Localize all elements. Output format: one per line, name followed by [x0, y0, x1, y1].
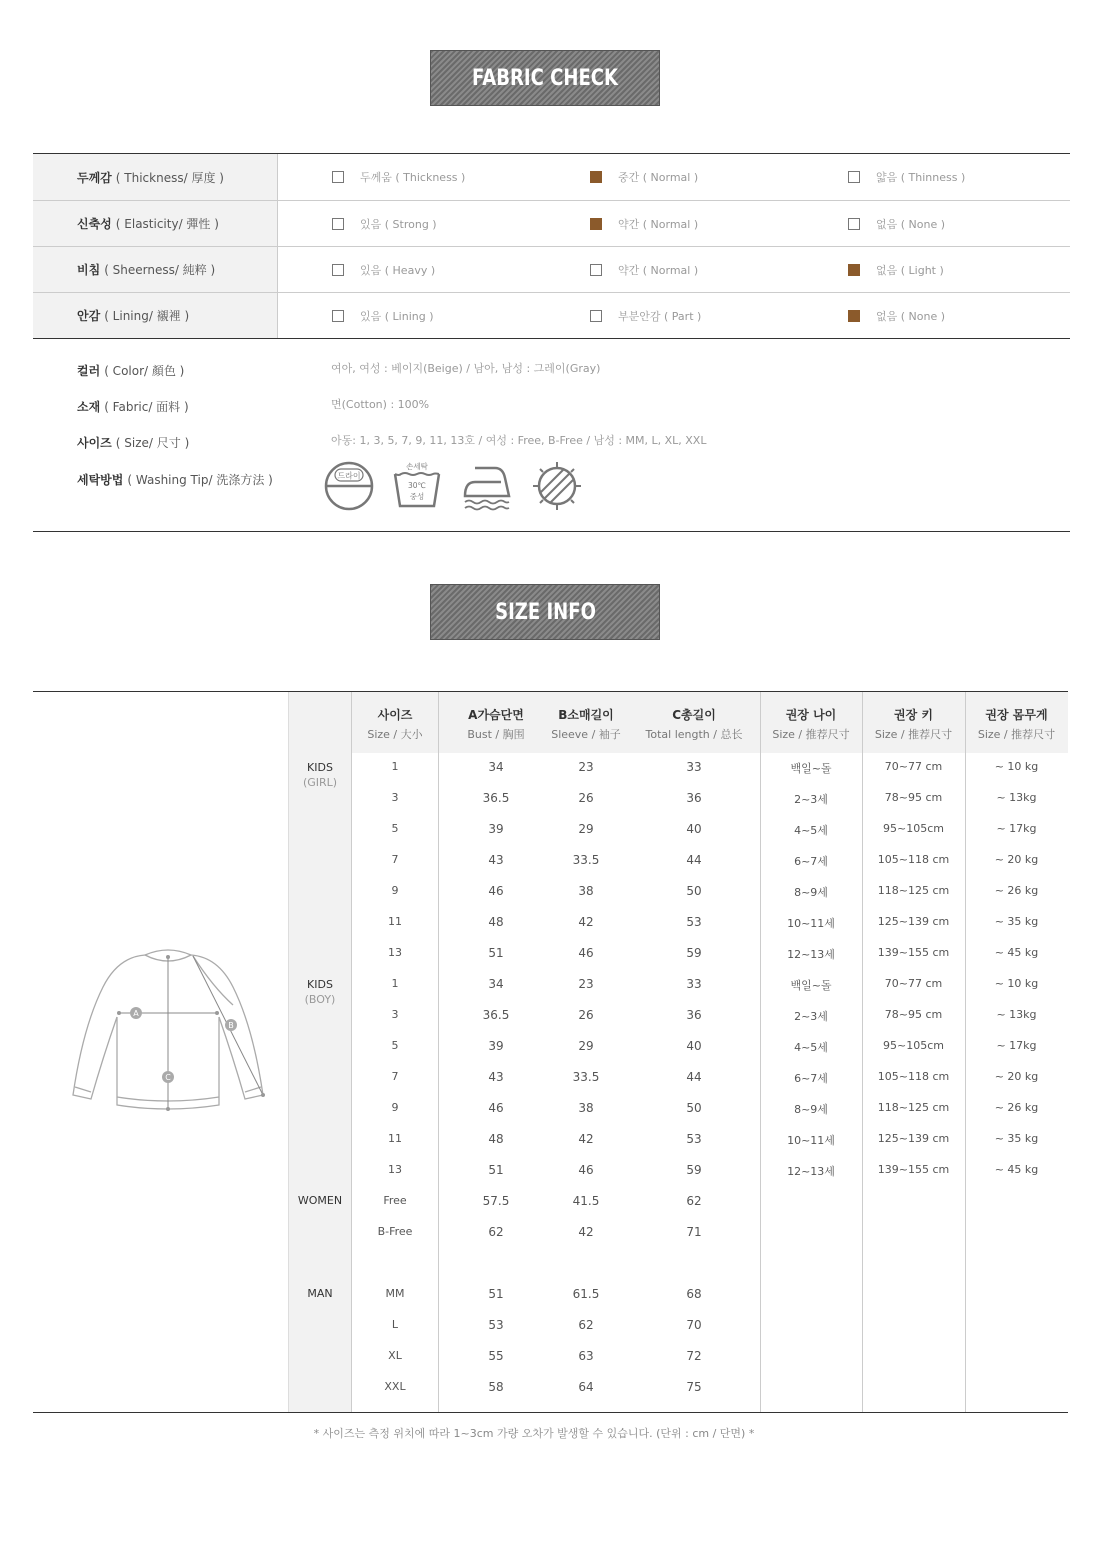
cell-size: 11	[388, 915, 402, 928]
option	[590, 293, 701, 339]
cell-size: 7	[391, 1070, 399, 1083]
checkbox-icon	[848, 171, 860, 183]
cell-bust: 36.5	[482, 1008, 510, 1022]
cell-height: 139~155 cm	[877, 946, 950, 959]
category-column	[288, 692, 352, 1412]
cell-weight: ~ 26 kg	[994, 1101, 1039, 1114]
cell-height: 125~139 cm	[877, 1132, 950, 1145]
checkbox-checked-icon	[590, 171, 602, 183]
option	[848, 247, 944, 293]
cell-sleeve: 64	[578, 1380, 594, 1394]
cell-length: 44	[686, 1070, 702, 1084]
info-label	[77, 398, 189, 415]
cell-height: 78~95 cm	[884, 791, 943, 804]
cell-bust: 62	[488, 1225, 504, 1239]
cell-size: 5	[391, 1039, 399, 1052]
size-table	[33, 691, 1068, 1413]
cell-weight: ~ 13kg	[996, 791, 1037, 804]
option-label: 있음 ( Strong )	[360, 218, 437, 231]
cell-sleeve: 38	[578, 884, 594, 898]
cell-sleeve: 62	[578, 1318, 594, 1332]
label-ko: 사이즈	[77, 436, 112, 450]
hand-wash-label: 손세탁	[406, 462, 428, 471]
checkbox-icon	[590, 264, 602, 276]
cell-length: 72	[686, 1349, 702, 1363]
cell-length: 59	[686, 1163, 702, 1177]
cell-bust: 39	[488, 822, 504, 836]
cell-sleeve: 29	[578, 1039, 594, 1053]
size-info-banner	[430, 584, 660, 640]
label-ko: 소재	[77, 400, 101, 414]
cell-weight: ~ 26 kg	[994, 884, 1039, 897]
cell-height: 70~77 cm	[884, 977, 943, 990]
cell-bust: 48	[488, 1132, 504, 1146]
fabric-row-sheerness	[33, 246, 1070, 292]
option	[590, 201, 698, 247]
cell-age: 2~3세	[794, 793, 828, 806]
header-size: 사이즈 Size / 大小	[367, 708, 423, 741]
cell-height: 78~95 cm	[884, 1008, 943, 1021]
cell-weight: ~ 10 kg	[994, 977, 1039, 990]
cell-age: 8~9세	[794, 1103, 828, 1116]
checkbox-icon	[332, 218, 344, 230]
cell-height: 118~125 cm	[877, 1101, 950, 1114]
size-info-title: SIZE INFO	[494, 599, 596, 625]
info-value: 아동: 1, 3, 5, 7, 9, 11, 13호 / 여성 : Free, B-Free / 남성 : MM, L, XL, XXL	[331, 434, 707, 447]
header-weight: 권장 몸무게 Size / 推荐尺寸	[977, 708, 1056, 741]
cell-size: 11	[388, 1132, 402, 1145]
cell-size: Free	[383, 1194, 407, 1207]
fabric-row-thickness	[33, 154, 1070, 200]
cell-bust: 58	[488, 1380, 504, 1394]
checkbox-icon	[332, 171, 344, 183]
cell-age: 6~7세	[794, 1072, 828, 1085]
cell-weight: ~ 35 kg	[994, 1132, 1039, 1145]
cell-bust: 51	[488, 1287, 504, 1301]
cell-weight: ~ 45 kg	[994, 1163, 1039, 1176]
label-ko: 세탁방법	[77, 473, 124, 487]
wash-temperature: 30℃	[408, 481, 426, 490]
cell-bust: 34	[488, 977, 504, 991]
category-women: WOMEN	[297, 1194, 343, 1207]
label-ko: 비침	[77, 263, 101, 277]
option	[590, 154, 698, 200]
label-en: ( Fabric/ 面料 )	[104, 400, 189, 414]
cell-length: 62	[686, 1194, 702, 1208]
checkbox-checked-icon	[848, 264, 860, 276]
cell-bust: 57.5	[482, 1194, 510, 1208]
cell-age: 4~5세	[794, 1041, 828, 1054]
category-man: MAN	[307, 1287, 333, 1300]
fabric-row-label	[33, 247, 278, 292]
option-label: 있음 ( Lining )	[360, 310, 434, 323]
cell-age: 4~5세	[794, 824, 828, 837]
cell-sleeve: 46	[578, 946, 594, 960]
cell-length: 75	[686, 1380, 702, 1394]
cell-bust: 39	[488, 1039, 504, 1053]
fabric-check-table	[33, 153, 1070, 339]
cell-weight: ~ 17kg	[996, 822, 1037, 835]
option-label: 있음 ( Heavy )	[360, 264, 436, 277]
cell-size: L	[391, 1318, 399, 1331]
cell-sleeve: 26	[578, 791, 594, 805]
option-label: 부분안감 ( Part )	[618, 310, 702, 323]
info-value: 면(Cotton) : 100%	[331, 398, 430, 411]
cell-sleeve: 29	[578, 822, 594, 836]
cell-length: 68	[686, 1287, 702, 1301]
cell-bust: 43	[488, 1070, 504, 1084]
cell-age: 10~11세	[787, 917, 835, 930]
cell-bust: 55	[488, 1349, 504, 1363]
cell-size: 1	[391, 760, 399, 773]
cell-sleeve: 38	[578, 1101, 594, 1115]
cell-size: 3	[391, 791, 399, 804]
cell-size: 7	[391, 853, 399, 866]
cell-length: 33	[686, 977, 702, 991]
cell-height: 70~77 cm	[884, 760, 943, 773]
checkbox-icon	[332, 310, 344, 322]
header-height: 권장 키 Size / 推荐尺寸	[874, 708, 953, 741]
cell-sleeve: 26	[578, 1008, 594, 1022]
cell-age: 12~13세	[787, 948, 835, 961]
cell-bust: 43	[488, 853, 504, 867]
label-ko: 신축성	[77, 217, 112, 231]
label-en: ( Thickness/ 厚度 )	[115, 170, 224, 185]
info-label	[77, 362, 184, 379]
fabric-check-banner	[430, 50, 660, 106]
fabric-row-label	[33, 201, 278, 246]
cell-sleeve: 41.5	[572, 1194, 600, 1208]
cell-sleeve: 61.5	[572, 1287, 600, 1301]
cell-weight: ~ 17kg	[996, 1039, 1037, 1052]
cell-sleeve: 33.5	[572, 853, 600, 867]
cell-weight: ~ 35 kg	[994, 915, 1039, 928]
cell-size: 13	[388, 1163, 402, 1176]
option	[332, 201, 437, 247]
cell-sleeve: 42	[578, 915, 594, 929]
neutral-detergent: 중성	[409, 492, 425, 501]
option	[590, 247, 698, 293]
cell-length: 33	[686, 760, 702, 774]
cell-length: 53	[686, 915, 702, 929]
garment-label-b: B	[228, 1021, 234, 1030]
cell-weight: ~ 13kg	[996, 1008, 1037, 1021]
cell-length: 71	[686, 1225, 702, 1239]
cell-bust: 53	[488, 1318, 504, 1332]
label-en: ( Elasticity/ 彈性 )	[115, 217, 219, 231]
cell-age: 2~3세	[794, 1010, 828, 1023]
label-en: ( Color/ 顏色 )	[104, 364, 185, 378]
label-en: ( Washing Tip/ 洗涤方法 )	[127, 473, 273, 487]
dry-clean-icon	[323, 460, 375, 512]
cell-sleeve: 46	[578, 1163, 594, 1177]
checkbox-icon	[590, 310, 602, 322]
cell-size: 3	[391, 1008, 399, 1021]
fabric-row-label	[33, 293, 278, 338]
cell-bust: 48	[488, 915, 504, 929]
fabric-check-title: FABRIC CHECK	[472, 65, 618, 91]
checkbox-checked-icon	[590, 218, 602, 230]
cell-height: 105~118 cm	[877, 853, 950, 866]
header-bust: A가슴단면 Bust / 胸围	[467, 708, 525, 741]
cell-age: 10~11세	[787, 1134, 835, 1147]
cell-bust: 51	[488, 1163, 504, 1177]
cell-bust: 34	[488, 760, 504, 774]
option-label: 약간 ( Normal )	[618, 264, 699, 277]
cell-length: 53	[686, 1132, 702, 1146]
cell-size: XXL	[384, 1380, 406, 1393]
cell-size: XL	[388, 1349, 402, 1362]
fabric-row-elasticity	[33, 200, 1070, 246]
cell-height: 139~155 cm	[877, 1163, 950, 1176]
header-sleeve: B소매길이 Sleeve / 袖子	[551, 708, 621, 741]
cell-size: 9	[391, 1101, 399, 1114]
garment-label-c: C	[165, 1073, 171, 1082]
hand-wash-icon	[391, 460, 443, 512]
option-label: 중간 ( Normal )	[618, 171, 699, 184]
cell-size: MM	[385, 1287, 405, 1300]
option-label: 없음 ( Light )	[876, 264, 944, 277]
cell-age: 12~13세	[787, 1165, 835, 1178]
label-ko: 안감	[77, 309, 101, 323]
option-label: 약간 ( Normal )	[618, 218, 699, 231]
option-label: 얇음 ( Thinness )	[876, 171, 966, 184]
cell-size: 9	[391, 884, 399, 897]
cell-age: 6~7세	[794, 855, 828, 868]
cell-height: 95~105cm	[883, 822, 944, 835]
info-label	[77, 471, 273, 488]
fabric-row-label	[33, 154, 278, 200]
cell-bust: 51	[488, 946, 504, 960]
header-age: 권장 나이 Size / 推荐尺寸	[772, 708, 850, 741]
cell-sleeve: 33.5	[572, 1070, 600, 1084]
product-info-block	[33, 338, 1070, 532]
cell-length: 50	[686, 1101, 702, 1115]
label-ko: 두께감	[77, 170, 112, 185]
option	[332, 247, 435, 293]
option	[332, 154, 465, 200]
cell-height: 105~118 cm	[877, 1070, 950, 1083]
category-kids-girl: KIDS (GIRL)	[302, 761, 338, 789]
cell-sleeve: 23	[578, 760, 594, 774]
cell-height: 125~139 cm	[877, 915, 950, 928]
cell-length: 50	[686, 884, 702, 898]
cell-bust: 36.5	[482, 791, 510, 805]
cell-size: B-Free	[377, 1225, 413, 1238]
cell-length: 40	[686, 1039, 702, 1053]
cell-bust: 46	[488, 1101, 504, 1115]
garment-diagram	[63, 947, 273, 1122]
cell-size: 5	[391, 822, 399, 835]
cell-age: 백일~돌	[790, 762, 832, 775]
cell-age: 8~9세	[794, 886, 828, 899]
option	[848, 154, 965, 200]
cell-length: 36	[686, 791, 702, 805]
category-kids-boy: KIDS (BOY)	[304, 978, 336, 1006]
info-value: 여아, 여성 : 베이지(Beige) / 남아, 남성 : 그레이(Gray)	[331, 362, 601, 375]
cell-size: 1	[391, 977, 399, 990]
option-label: 두께움 ( Thickness )	[360, 171, 466, 184]
option-label: 없음 ( None )	[876, 310, 946, 323]
no-sun-dry-icon	[531, 460, 583, 512]
fabric-row-lining	[33, 292, 1070, 338]
cell-length: 36	[686, 1008, 702, 1022]
iron-icon	[461, 460, 513, 512]
header-length: C총길이 Total length / 总长	[645, 708, 743, 741]
cell-height: 95~105cm	[883, 1039, 944, 1052]
garment-label-a: A	[133, 1009, 139, 1018]
cell-height: 118~125 cm	[877, 884, 950, 897]
cell-length: 44	[686, 853, 702, 867]
cell-sleeve: 23	[578, 977, 594, 991]
cell-weight: ~ 45 kg	[994, 946, 1039, 959]
cell-weight: ~ 20 kg	[994, 1070, 1039, 1083]
dry-clean-label: 드라이	[337, 471, 361, 481]
checkbox-icon	[848, 218, 860, 230]
option-label: 없음 ( None )	[876, 218, 946, 231]
option	[848, 293, 945, 339]
label-ko: 컬러	[77, 364, 101, 378]
size-footnote: * 사이즈는 측정 위치에 따라 1~3cm 가량 오차가 발생할 수 있습니다. (단위 : cm / 단면) *	[313, 1427, 755, 1440]
label-en: ( Sheerness/ 純粹 )	[104, 263, 216, 277]
option	[332, 293, 434, 339]
cell-weight: ~ 20 kg	[994, 853, 1039, 866]
cell-age: 백일~돌	[790, 979, 832, 992]
info-label	[77, 434, 189, 451]
cell-sleeve: 42	[578, 1225, 594, 1239]
checkbox-checked-icon	[848, 310, 860, 322]
cell-sleeve: 63	[578, 1349, 594, 1363]
label-en: ( Lining/ 襯裡 )	[104, 309, 190, 323]
cell-length: 59	[686, 946, 702, 960]
cell-length: 40	[686, 822, 702, 836]
cell-sleeve: 42	[578, 1132, 594, 1146]
cell-weight: ~ 10 kg	[994, 760, 1039, 773]
label-en: ( Size/ 尺寸 )	[115, 436, 190, 450]
cell-bust: 46	[488, 884, 504, 898]
cell-size: 13	[388, 946, 402, 959]
cell-length: 70	[686, 1318, 702, 1332]
checkbox-icon	[332, 264, 344, 276]
column-divider	[438, 692, 439, 1412]
option	[848, 201, 945, 247]
